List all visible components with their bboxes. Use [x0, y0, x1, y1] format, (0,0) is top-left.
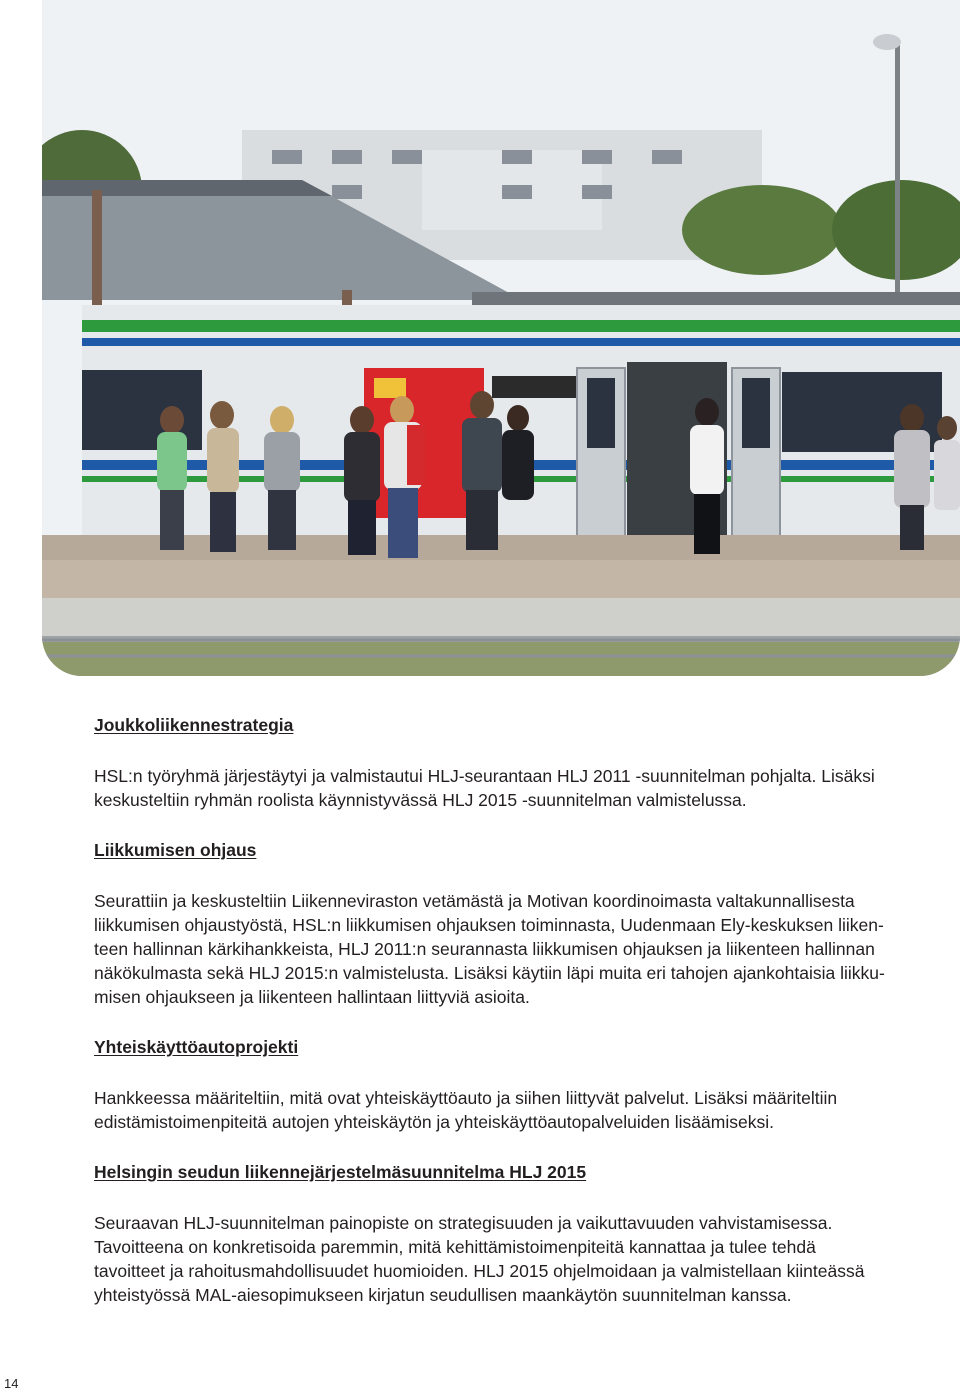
paragraph-line: keskusteltiin ryhmän roolista käynnistyvässä HLJ 2015 -suunnitelman valmistelussa. [94, 790, 747, 810]
section-heading-yhteiskayttoautoprojekti: Yhteiskäyttöautoprojekti [94, 1037, 299, 1057]
paragraph-line: HSL:n työryhmä järjestäytyi ja valmistautui HLJ-seurantaan HLJ 2011 -suunnitelman pohjalta. Lisäksi [94, 766, 875, 786]
section-paragraph [94, 764, 950, 812]
paragraph-line: Hankkeessa määriteltiin, mitä ovat yhteiskäyttöauto ja siihen liittyvät palvelut. Lisäksi määriteltiin [94, 1088, 838, 1108]
paragraph-line: teen hallinnan kärkihankkeista, HLJ 2011:n seurannasta liikkumisen ohjauksen ja liikenteen hallinnan [94, 939, 875, 959]
paragraph-line: Seurattiin ja keskusteltiin Liikenneviraston vetämästä ja Motivan koordinoimasta valtakunnallisesta [94, 891, 855, 911]
section-heading-hlj-2015: Helsingin seudun liikennejärjestelmäsuunnitelma HLJ 2015 [94, 1162, 587, 1182]
paragraph-line: näkökulmasta sekä HLJ 2015:n valmistelusta. Lisäksi käytiin läpi muita eri tahojen ajankohtaisia liikku- [94, 963, 885, 983]
section-heading-liikkumisen-ohjaus: Liikkumisen ohjaus [94, 840, 257, 860]
paragraph-line: Seuraavan HLJ-suunnitelman painopiste on strategisuuden ja vaikuttavuuden vahvistamisessa. [94, 1213, 833, 1233]
section-paragraph [94, 1086, 950, 1134]
paragraph-line: misen ohjaukseen ja liikenteen hallintaan liittyviä asioita. [94, 987, 530, 1007]
article-body [94, 713, 950, 1307]
section-paragraph [94, 889, 950, 1009]
paragraph-line: Tavoitteena on konkretisoida paremmin, mitä kehittämistoimenpiteitä kannattaa ja tulee tehdä [94, 1237, 816, 1257]
section-paragraph [94, 1211, 950, 1307]
paragraph-line: yhteistyössä MAL-aiesopimukseen kirjatun seudullisen maankäytön suunnitelman kanssa. [94, 1285, 792, 1305]
section-heading-joukkoliikennestrategia: Joukkoliikennestrategia [94, 715, 294, 735]
train-platform-photo [42, 0, 960, 676]
paragraph-line: edistämistoimenpiteitä autojen yhteiskäytön ja yhteiskäyttöautopalveluiden lisäämiseksi. [94, 1112, 774, 1132]
paragraph-line: tavoitteet ja rahoitusmahdollisuudet huomioiden. HLJ 2015 ohjelmoidaan ja valmistellaan kiinteässä [94, 1261, 865, 1281]
page-number: 14 [4, 1376, 19, 1391]
paragraph-line: liikkumisen ohjaustyöstä, HSL:n liikkumisen ohjauksen toiminnasta, Uudenmaan Ely-keskuksen liiken- [94, 915, 884, 935]
